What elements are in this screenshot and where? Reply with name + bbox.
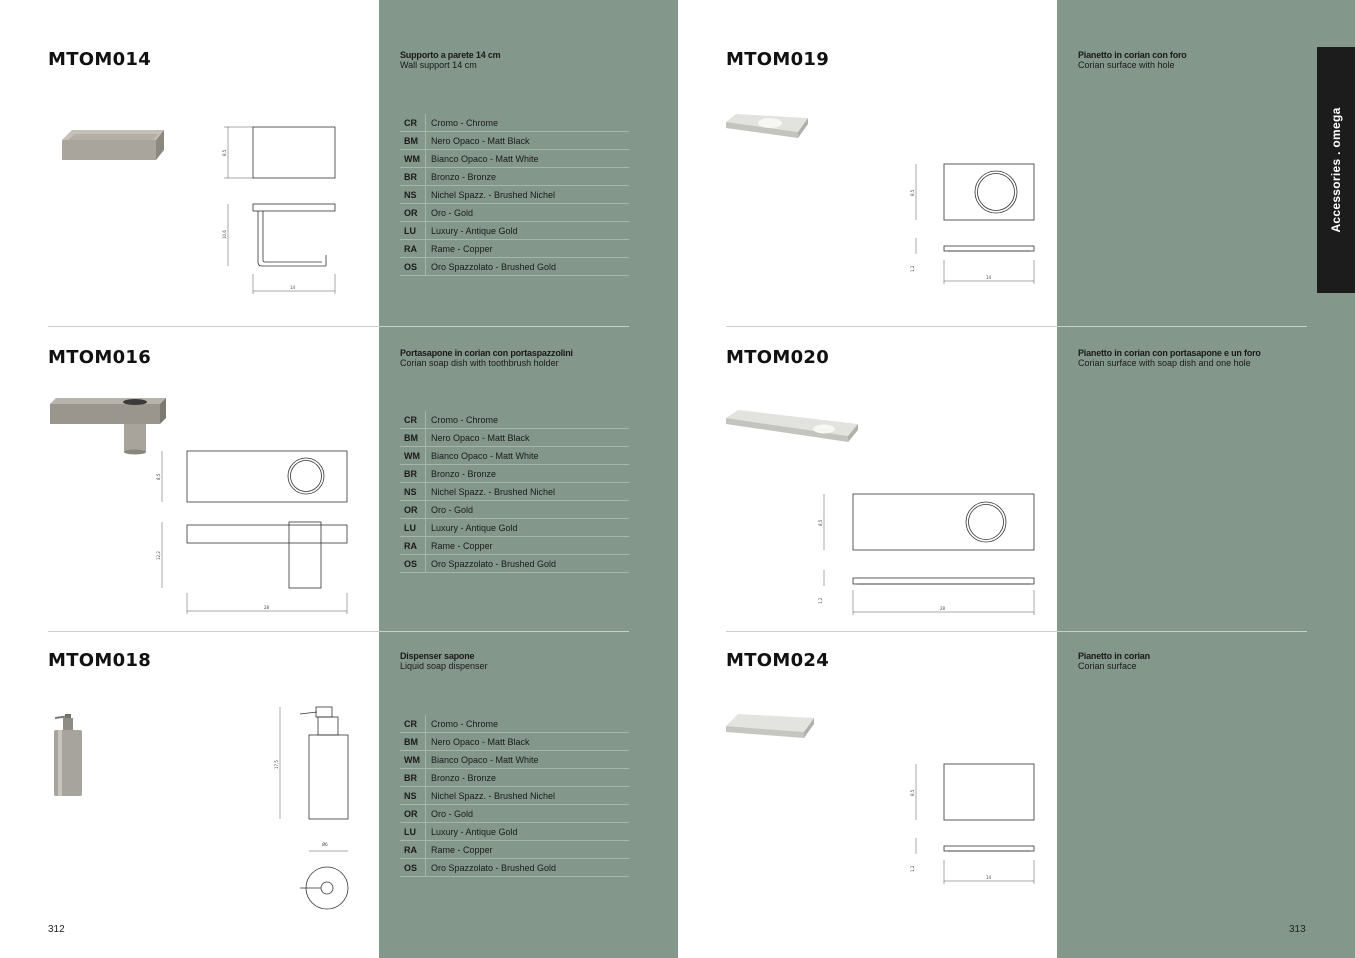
section-tab-label: Accessories . omega (1329, 107, 1343, 233)
product-description (1078, 348, 1261, 368)
dimension-label: 10,6 (222, 230, 227, 239)
description-english: Corian surface with soap dish and one hole (1078, 358, 1251, 368)
finish-name: Cromo - Chrome (431, 718, 499, 729)
finish-name: Nero Opaco - Matt Black (431, 135, 530, 146)
product-photo (48, 396, 170, 456)
finish-row (400, 841, 629, 859)
product-photo (50, 712, 84, 798)
dimension-label: Ø6 (322, 842, 328, 847)
technical-drawing (906, 160, 1038, 288)
finish-code: BM (400, 733, 426, 750)
finish-row (400, 823, 629, 841)
technical-drawing (152, 448, 352, 618)
section-divider (48, 326, 629, 327)
product-code: MTOM014 (48, 49, 152, 70)
finish-row (400, 715, 629, 733)
finish-code: BM (400, 429, 426, 446)
finish-row (400, 537, 629, 555)
finish-name: Luxury - Antique Gold (431, 522, 518, 533)
finish-row (400, 447, 629, 465)
description-italian: Supporto a parete 14 cm (400, 50, 501, 60)
finish-row (400, 501, 629, 519)
finish-name: Rame - Copper (431, 844, 493, 855)
dimension-label: 8,5 (910, 189, 915, 196)
finish-code: LU (400, 519, 426, 536)
finish-name: Bronzo - Bronze (431, 171, 497, 182)
product-description (400, 651, 488, 671)
product-code: MTOM016 (48, 347, 152, 368)
product-code: MTOM024 (726, 650, 830, 671)
description-italian: Portasapone in corian con portaspazzolini (400, 348, 573, 358)
finish-name: Nero Opaco - Matt Black (431, 432, 530, 443)
dimension-label: 8,5 (222, 149, 227, 156)
product-photo (724, 712, 816, 744)
finish-code: RA (400, 240, 426, 257)
dimension-label: 8,5 (156, 473, 161, 480)
finish-code: LU (400, 222, 426, 239)
finish-name: Rame - Copper (431, 243, 493, 254)
finish-code: OR (400, 501, 426, 518)
finish-name: Rame - Copper (431, 540, 493, 551)
finish-code: WM (400, 447, 426, 464)
dimension-label: 17,5 (274, 760, 279, 769)
finish-code: OS (400, 258, 426, 275)
section-divider (48, 631, 629, 632)
dimension-label: 14 (986, 875, 992, 880)
dimension-label: 12,2 (156, 551, 161, 560)
finish-name: Oro - Gold (431, 808, 474, 819)
finish-name: Nichel Spazz. - Brushed Nichel (431, 189, 556, 200)
finish-code: BR (400, 769, 426, 786)
finish-table (400, 114, 629, 276)
finish-name: Luxury - Antique Gold (431, 225, 518, 236)
description-italian: Pianetto in corian con foro (1078, 50, 1187, 60)
finish-code: RA (400, 841, 426, 858)
description-italian: Dispenser sapone (400, 651, 475, 661)
finish-code: BR (400, 168, 426, 185)
finish-name: Cromo - Chrome (431, 117, 499, 128)
product-code: MTOM020 (726, 347, 830, 368)
finish-name: Bianco Opaco - Matt White (431, 450, 539, 461)
finish-name: Cromo - Chrome (431, 414, 499, 425)
dimension-label: 14 (986, 275, 992, 280)
description-english: Corian surface with hole (1078, 60, 1175, 70)
dimension-label: 1,2 (818, 597, 823, 604)
section-tab (1317, 47, 1355, 293)
dimension-label: 1,2 (910, 265, 915, 272)
dimension-label: 28 (940, 606, 946, 611)
technical-drawing (814, 490, 1038, 618)
finish-code: OS (400, 555, 426, 572)
product-description (400, 348, 573, 368)
finish-code: BR (400, 465, 426, 482)
finish-name: Nichel Spazz. - Brushed Nichel (431, 790, 556, 801)
product-photo (60, 128, 166, 162)
finish-name: Bronzo - Bronze (431, 468, 497, 479)
finish-row (400, 114, 629, 132)
finish-name: Oro Spazzolato - Brushed Gold (431, 558, 557, 569)
finish-row (400, 429, 629, 447)
technical-drawing (272, 704, 357, 914)
description-english: Corian soap dish with toothbrush holder (400, 358, 559, 368)
dimension-label: 14 (290, 285, 296, 290)
finish-name: Oro Spazzolato - Brushed Gold (431, 261, 557, 272)
page-number: 313 (1289, 924, 1306, 935)
finish-code: NS (400, 787, 426, 804)
description-italian: Pianetto in corian (1078, 651, 1150, 661)
finish-row (400, 204, 629, 222)
finish-code: RA (400, 537, 426, 554)
finish-row (400, 150, 629, 168)
finish-code: CR (400, 715, 426, 732)
product-description (1078, 50, 1187, 70)
finish-code: NS (400, 483, 426, 500)
product-description (1078, 651, 1150, 671)
product-code: MTOM019 (726, 49, 830, 70)
finish-row (400, 787, 629, 805)
product-photo (724, 408, 860, 444)
finish-name: Oro - Gold (431, 207, 474, 218)
section-divider (726, 631, 1307, 632)
finish-row (400, 805, 629, 823)
finish-name: Bianco Opaco - Matt White (431, 153, 539, 164)
finish-name: Bronzo - Bronze (431, 772, 497, 783)
finish-name: Luxury - Antique Gold (431, 826, 518, 837)
finish-row (400, 483, 629, 501)
finish-row (400, 555, 629, 573)
finish-row (400, 465, 629, 483)
finish-code: NS (400, 186, 426, 203)
finish-name: Bianco Opaco - Matt White (431, 754, 539, 765)
dimension-label: 28 (264, 605, 270, 610)
finish-row (400, 733, 629, 751)
description-italian: Pianetto in corian con portasapone e un foro (1078, 348, 1261, 358)
dimension-label: 8,5 (910, 789, 915, 796)
finish-code: BM (400, 132, 426, 149)
page-number: 312 (48, 924, 65, 935)
finish-row (400, 186, 629, 204)
section-divider (726, 326, 1307, 327)
description-english: Wall support 14 cm (400, 60, 477, 70)
description-english: Liquid soap dispenser (400, 661, 488, 671)
finish-code: WM (400, 150, 426, 167)
finish-code: OS (400, 859, 426, 876)
finish-table (400, 715, 629, 877)
finish-code: LU (400, 823, 426, 840)
finish-name: Nichel Spazz. - Brushed Nichel (431, 486, 556, 497)
finish-name: Oro - Gold (431, 504, 474, 515)
finish-row (400, 132, 629, 150)
description-english: Corian surface (1078, 661, 1137, 671)
finish-code: OR (400, 204, 426, 221)
finish-row (400, 769, 629, 787)
dimension-label: 8,5 (818, 519, 823, 526)
product-photo (724, 112, 810, 144)
finish-row (400, 411, 629, 429)
dimension-label: 1,2 (910, 865, 915, 872)
finish-row (400, 258, 629, 276)
technical-drawing (218, 124, 343, 296)
finish-name: Oro Spazzolato - Brushed Gold (431, 862, 557, 873)
finish-table (400, 411, 629, 573)
technical-drawing (906, 760, 1038, 888)
finish-panel-right (1057, 0, 1355, 958)
finish-code: OR (400, 805, 426, 822)
finish-row (400, 519, 629, 537)
product-description (400, 50, 500, 70)
finish-name: Nero Opaco - Matt Black (431, 736, 530, 747)
product-code: MTOM018 (48, 650, 152, 671)
finish-code: CR (400, 114, 426, 131)
finish-row (400, 751, 629, 769)
finish-row (400, 168, 629, 186)
finish-row (400, 240, 629, 258)
finish-code: CR (400, 411, 426, 428)
finish-code: WM (400, 751, 426, 768)
finish-row (400, 859, 629, 877)
finish-row (400, 222, 629, 240)
